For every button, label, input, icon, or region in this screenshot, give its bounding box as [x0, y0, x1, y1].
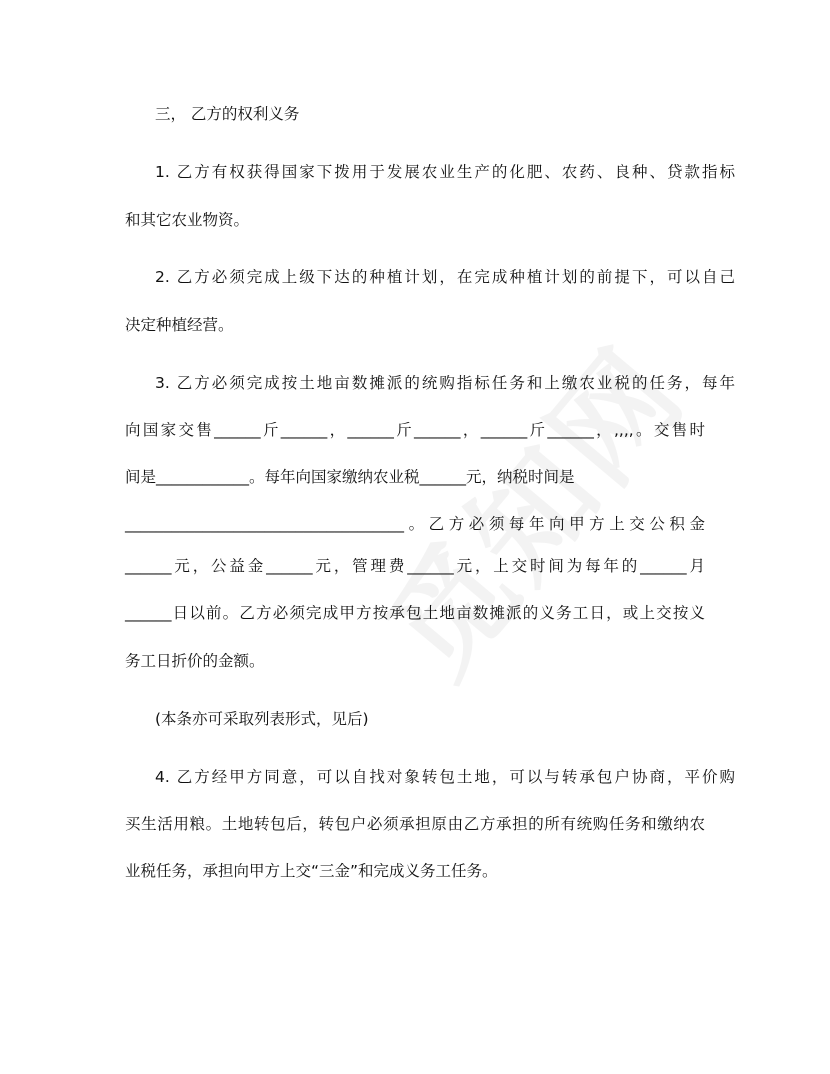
paragraph-line: ______日以前。乙方必须完成甲方按承包土地亩数摊派的义务工日，或上交按义 [125, 604, 705, 622]
paragraph-line: 务工日折价的金额。 [125, 652, 265, 670]
paragraph-line: 决定种植经营。 [125, 316, 234, 334]
paragraph-line: 业税任务，承担向甲方上交“三金”和完成义务工任务。 [125, 862, 498, 880]
paragraph-line: 向国家交售______斤______，______斤______，______斤______，,,,,。交售时 [125, 421, 705, 439]
paragraph-line: 1. 乙方有权获得国家下拨用于发展农业生产的化肥、农药、良种、贷款指标 [155, 163, 735, 181]
paragraph-line: 2. 乙方必须完成上级下达的种植计划，在完成种植计划的前提下，可以自己 [155, 268, 735, 286]
section-heading: 三， 乙方的权利义务 [155, 105, 300, 123]
paragraph-line: 4. 乙方经甲方同意，可以自找对象转包土地，可以与转承包户协商，平价购 [155, 768, 735, 786]
paragraph-line: ____________________________________。乙方必须每年向甲方上交公积金 [125, 515, 705, 533]
watermark [342, 306, 717, 706]
paragraph-line: ______元，公益金______元，管理费______元，上交时间为每年的______月 [125, 557, 705, 575]
paragraph-line: 买生活用粮。土地转包后，转包户必须承担原由乙方承担的所有统购任务和缴纳农 [125, 815, 705, 833]
note-line: (本条亦可采取列表形式，见后) [155, 710, 369, 728]
paragraph-line: 间是____________。每年向国家缴纳农业税______元，纳税时间是 [125, 468, 575, 486]
paragraph-line: 和其它农业物资。 [125, 211, 250, 229]
paragraph-line: 3. 乙方必须完成按土地亩数摊派的统购指标任务和上缴农业税的任务，每年 [155, 374, 735, 392]
